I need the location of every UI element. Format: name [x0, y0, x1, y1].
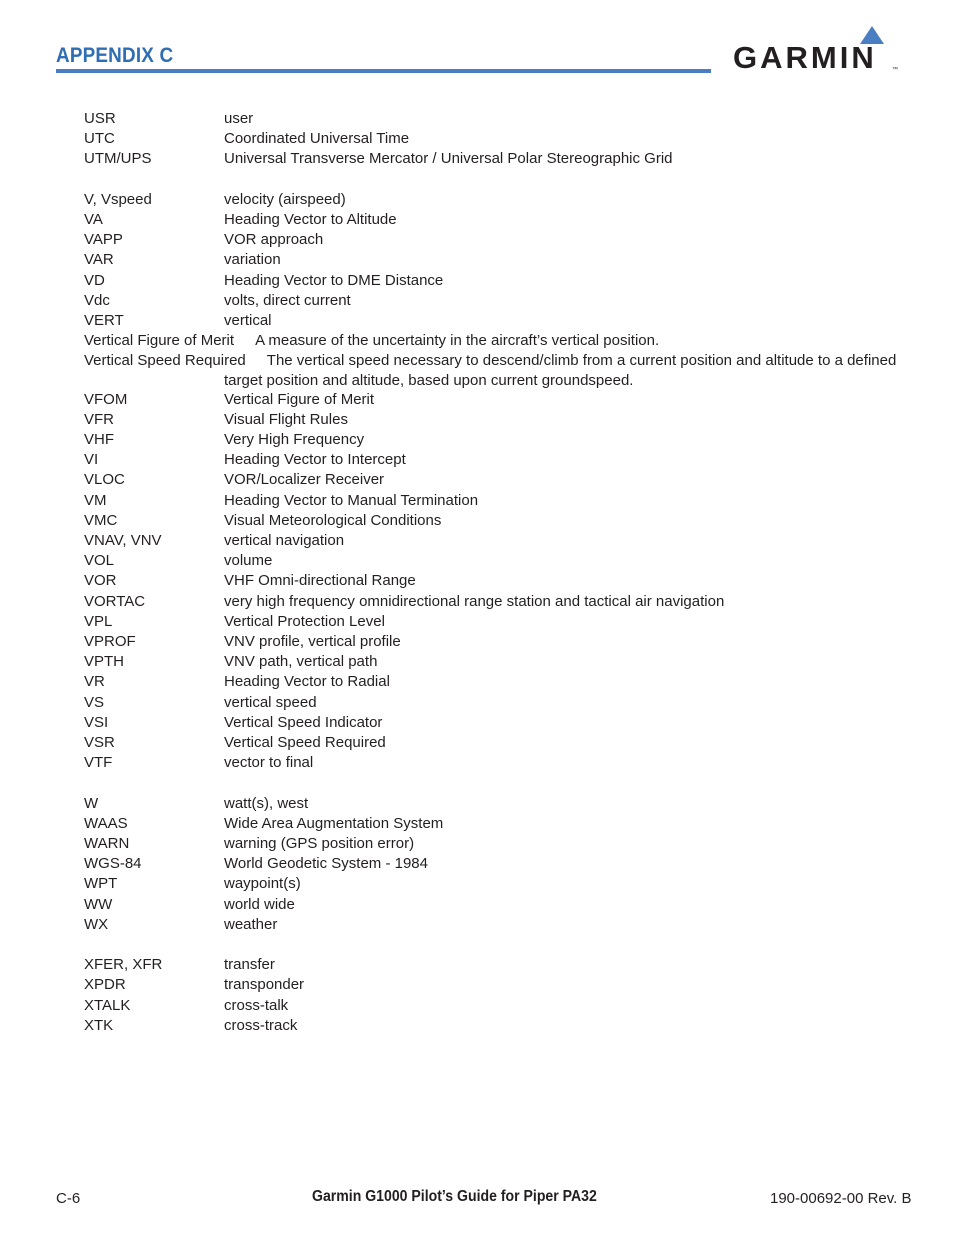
glossary-row: [84, 955, 874, 975]
glossary-definition: transfer: [224, 956, 275, 974]
glossary-term: VLOC: [84, 471, 125, 489]
glossary-definition: Vertical Figure of Merit: [224, 390, 375, 408]
glossary-term: Vertical Figure of Merit: [84, 332, 235, 350]
glossary-definition: cross-talk: [224, 996, 289, 1014]
glossary-row: [84, 571, 874, 591]
glossary-row: [84, 672, 874, 692]
glossary-row: [84, 109, 874, 129]
footer-title: Garmin G1000 Pilot’s Guide for Piper PA32: [312, 1188, 597, 1205]
glossary-row: [84, 652, 874, 672]
glossary-definition: volts, direct current: [224, 291, 351, 309]
glossary-definition-continued: target position and altitude, based upon current groundspeed.: [224, 371, 634, 389]
glossary-definition: World Geodetic System - 1984: [224, 855, 428, 873]
glossary-definition: vertical speed: [224, 693, 317, 711]
glossary-term: VR: [84, 673, 105, 691]
glossary-row: [84, 230, 874, 250]
glossary-definition: Heading Vector to Altitude: [224, 211, 397, 228]
glossary-term: WGS-84: [84, 855, 142, 873]
glossary-definition: Very High Frequency: [224, 431, 365, 449]
glossary-row: [84, 592, 874, 612]
glossary-definition: watt(s), west: [224, 794, 309, 812]
glossary-definition: variation: [224, 251, 281, 269]
glossary-row: [84, 531, 874, 551]
glossary-row: [84, 190, 874, 210]
glossary-term: Vdc: [84, 291, 110, 309]
glossary-term: UTC: [84, 130, 115, 148]
glossary-term: VPL: [84, 612, 113, 630]
glossary-term: VPROF: [84, 633, 136, 651]
glossary-row: [84, 271, 874, 291]
glossary-term: W: [84, 794, 99, 812]
glossary-definition: VHF Omni-directional Range: [224, 572, 416, 590]
glossary-definition: VNV profile, vertical profile: [224, 633, 401, 651]
garmin-logo: [733, 26, 899, 76]
glossary-term: WX: [84, 915, 109, 933]
glossary-term: V, Vspeed: [84, 190, 152, 208]
glossary-row: [84, 794, 874, 814]
document-number: 190-00692-00 Rev. B: [770, 1190, 912, 1207]
glossary-definition: Vertical Protection Level: [224, 612, 385, 630]
glossary-term: USR: [84, 110, 116, 127]
page-number: C-6: [56, 1190, 81, 1207]
glossary-definition: very high frequency omnidirectional range station and tactical air navigation: [224, 592, 725, 610]
glossary-term: VFOM: [84, 390, 128, 408]
glossary-row: [84, 149, 874, 169]
glossary-row: [84, 491, 874, 511]
glossary-definition: Heading Vector to DME Distance: [224, 271, 444, 289]
glossary-definition: A measure of the uncertainty in the aircraft’s vertical position.: [255, 332, 660, 350]
glossary-definition: world wide: [224, 895, 295, 913]
glossary-list: [84, 109, 897, 1036]
glossary-term: VSR: [84, 734, 115, 752]
glossary-row: [84, 551, 874, 571]
glossary-definition: vertical: [224, 312, 272, 330]
glossary-row: [84, 311, 874, 331]
glossary-term: VOR: [84, 572, 117, 590]
glossary-row: [84, 693, 874, 713]
glossary-definition: cross-track: [224, 1016, 298, 1034]
glossary-definition: velocity (airspeed): [224, 190, 346, 208]
glossary-definition: VOR/Localizer Receiver: [224, 471, 385, 489]
glossary-term: WAAS: [84, 814, 128, 832]
glossary-definition: volume: [224, 552, 273, 570]
glossary-row: [84, 632, 874, 652]
glossary-term: VOL: [84, 552, 115, 570]
glossary-row: [84, 450, 874, 470]
glossary-row: [84, 975, 874, 995]
glossary-row: [84, 410, 874, 430]
glossary-definition: Vertical Speed Indicator: [224, 713, 383, 731]
glossary-row: [84, 250, 874, 270]
glossary-definition: warning (GPS position error): [224, 835, 415, 853]
glossary-row: [84, 511, 874, 531]
glossary-definition: VOR approach: [224, 231, 324, 249]
glossary-term: VHF: [84, 431, 114, 449]
glossary-row: [84, 210, 874, 230]
header-rule: [56, 69, 711, 73]
glossary-definition: weather: [224, 915, 278, 933]
page-title: APPENDIX C: [56, 44, 174, 67]
glossary-term: VMC: [84, 511, 118, 529]
glossary-term: WARN: [84, 835, 130, 853]
glossary-row: [84, 430, 874, 450]
glossary-term: VORTAC: [84, 592, 146, 610]
glossary-row: [84, 895, 874, 915]
glossary-term: VA: [84, 211, 103, 228]
glossary-term: VD: [84, 271, 105, 289]
glossary-row: [84, 753, 874, 773]
glossary-definition: Wide Area Augmentation System: [224, 814, 444, 832]
logo-wordmark: GARMIN: [733, 40, 877, 75]
logo-trademark: ™: [892, 67, 898, 73]
glossary-term: WW: [84, 895, 113, 913]
glossary-definition: vector to final: [224, 754, 314, 772]
glossary-term: VI: [84, 451, 99, 469]
glossary-definition: transponder: [224, 976, 305, 994]
glossary-row: [84, 351, 897, 371]
glossary-term: VPTH: [84, 653, 125, 671]
glossary-row: [84, 915, 874, 935]
glossary-definition: Vertical Speed Required: [224, 734, 386, 752]
glossary-definition: VNV path, vertical path: [224, 653, 378, 671]
glossary-term: VAPP: [84, 231, 123, 249]
glossary-definition: vertical navigation: [224, 532, 345, 550]
glossary-term: VAR: [84, 251, 114, 269]
section-gap: [84, 935, 874, 955]
glossary-definition: Heading Vector to Radial: [224, 673, 390, 691]
section-gap: [84, 170, 874, 190]
glossary-row: [84, 470, 874, 490]
glossary-row: [84, 390, 874, 410]
glossary-row: [84, 1016, 874, 1036]
glossary-definition: Heading Vector to Manual Termination: [224, 491, 479, 509]
glossary-term: VNAV, VNV: [84, 532, 162, 550]
glossary-row: [84, 612, 874, 632]
glossary-definition: Universal Transverse Mercator / Universal Polar Stereographic Grid: [224, 150, 673, 168]
glossary-definition: waypoint(s): [224, 875, 301, 893]
glossary-row: [84, 996, 874, 1016]
glossary-row: [84, 733, 874, 753]
glossary-row: [84, 291, 874, 311]
glossary-term: VS: [84, 693, 105, 711]
glossary-row: [84, 834, 874, 854]
glossary-term: XFER, XFR: [84, 956, 163, 974]
glossary-term: UTM/UPS: [84, 150, 152, 168]
glossary-definition: Coordinated Universal Time: [224, 130, 410, 148]
glossary-row: [84, 713, 874, 733]
glossary-term: VTF: [84, 754, 113, 772]
glossary-term: VERT: [84, 312, 124, 330]
glossary-row: [84, 129, 874, 149]
glossary-definition: Heading Vector to Intercept: [224, 451, 406, 469]
glossary-definition: Visual Flight Rules: [224, 410, 348, 428]
glossary-term: VM: [84, 491, 107, 509]
glossary-row: [84, 874, 874, 894]
glossary-definition: Visual Meteorological Conditions: [224, 511, 442, 529]
section-gap: [84, 773, 874, 793]
glossary-row: [84, 814, 874, 834]
glossary-definition: The vertical speed necessary to descend/climb from a current position and altitude to a defined: [266, 352, 897, 370]
glossary-term: XTK: [84, 1016, 114, 1034]
glossary-term: XPDR: [84, 976, 126, 994]
glossary-definition: user: [224, 110, 254, 127]
glossary-term: XTALK: [84, 996, 131, 1014]
glossary-term: Vertical Speed Required: [84, 352, 246, 370]
glossary-term: WPT: [84, 875, 118, 893]
glossary-row: [84, 331, 874, 351]
glossary-term: VFR: [84, 410, 114, 428]
glossary-term: VSI: [84, 713, 109, 731]
glossary-row: [84, 854, 874, 874]
